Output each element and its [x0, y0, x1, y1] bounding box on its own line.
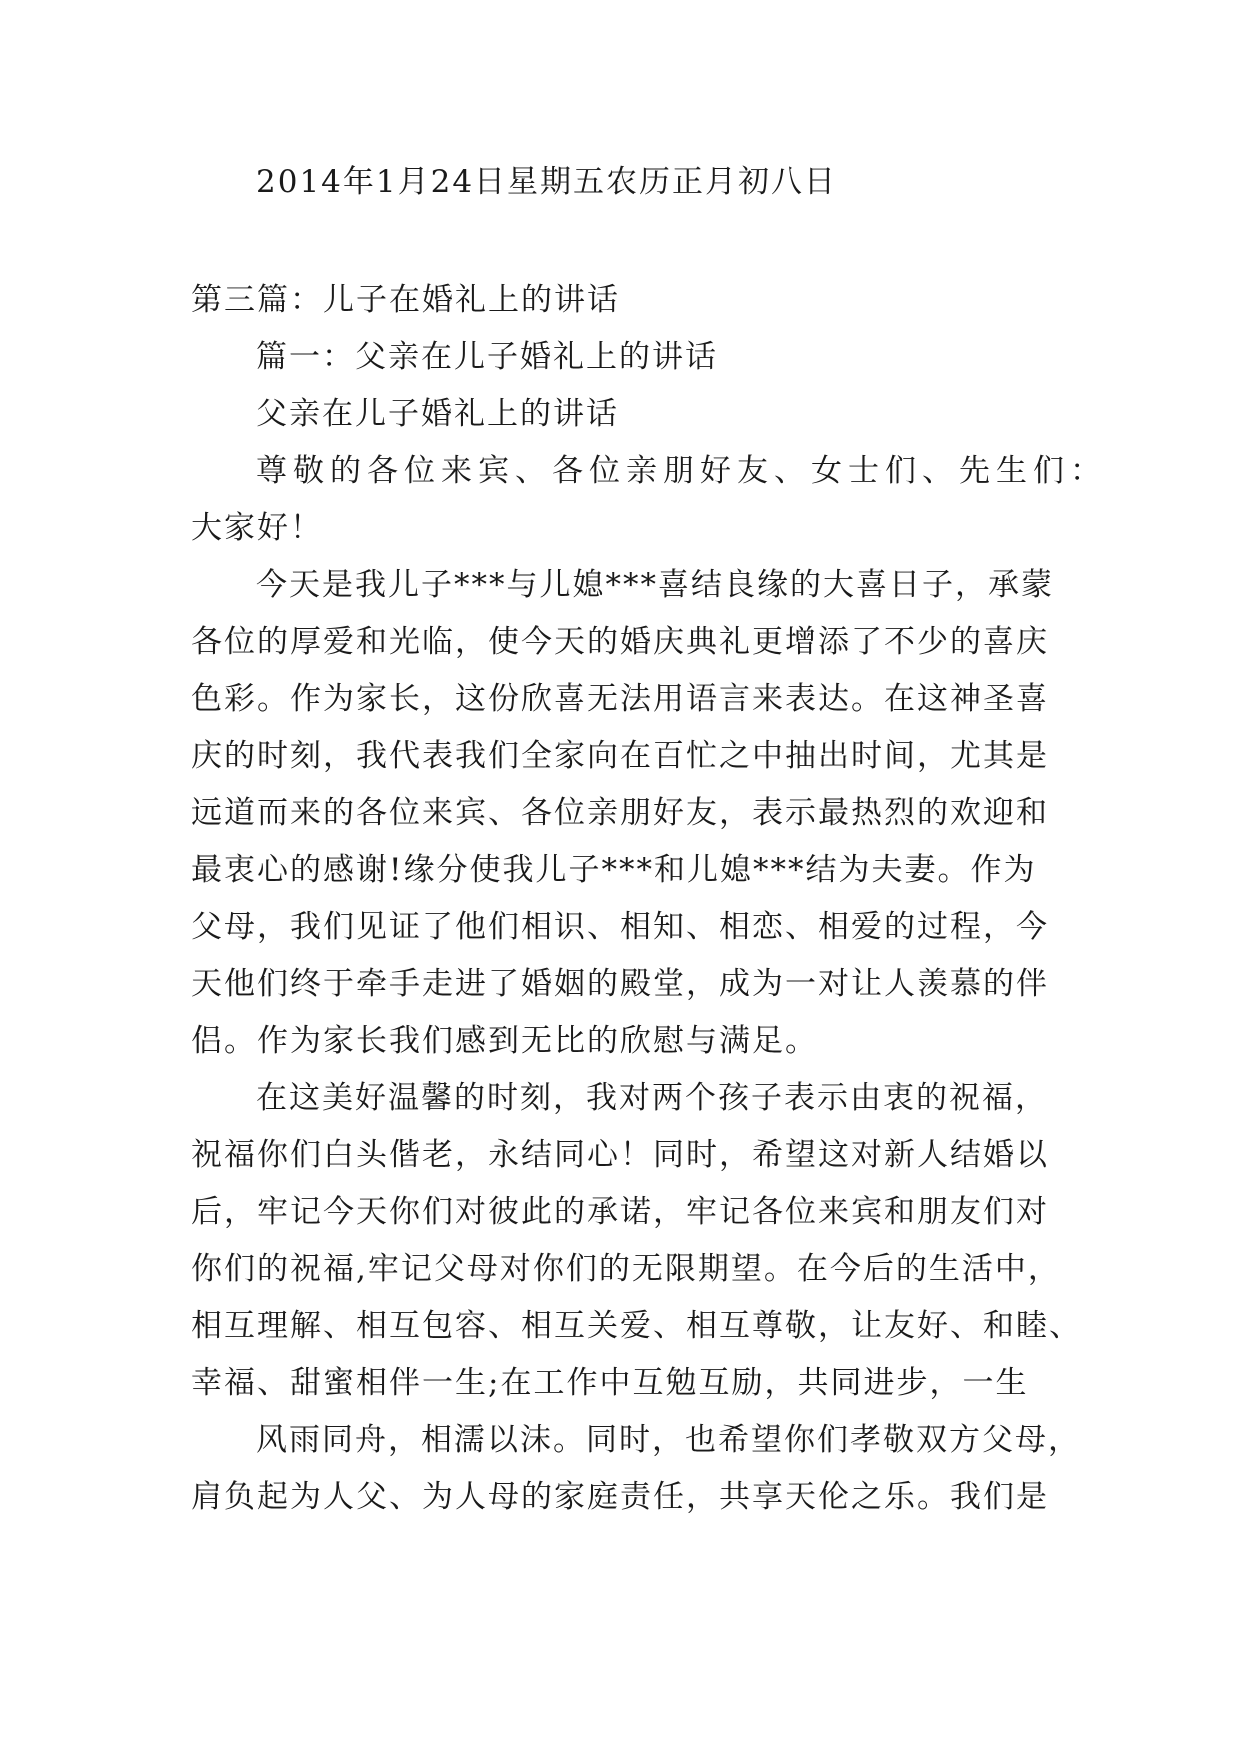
- date-line: 2014年1月24日星期五农历正月初八日: [256, 164, 838, 200]
- paragraph-line: 侣。作为家长我们感到无比的欣慰与满足。: [191, 1023, 818, 1059]
- section-title: 第三篇：儿子在婚礼上的讲话: [191, 282, 620, 318]
- paragraph-line: 风雨同舟，相濡以沫。同时，也希望你们孝敬双方父母，: [256, 1422, 1081, 1458]
- paragraph-line: 祝福你们白头偕老，永结同心！同时，希望这对新人结婚以: [191, 1137, 1049, 1173]
- subtitle-1: 篇一：父亲在儿子婚礼上的讲话: [256, 339, 718, 375]
- paragraph-line: 在这美好温馨的时刻，我对两个孩子表示由衷的祝福，: [256, 1080, 1048, 1116]
- paragraph-line: 最衷心的感谢!缘分使我儿子***和儿媳***结为夫妻。作为: [191, 852, 1037, 888]
- paragraph-line: 后，牢记今天你们对彼此的承诺，牢记各位来宾和朋友们对: [191, 1194, 1049, 1230]
- subtitle-2: 父亲在儿子婚礼上的讲话: [256, 396, 619, 432]
- paragraph-line: 今天是我儿子***与儿媳***喜结良缘的大喜日子，承蒙: [256, 567, 1054, 603]
- paragraph-line: 各位的厚爱和光临，使今天的婚庆典礼更增添了不少的喜庆: [191, 624, 1049, 660]
- paragraph-line: 幸福、甜蜜相伴一生;在工作中互勉互励，共同进步，一生: [191, 1365, 1029, 1401]
- paragraph-line: 庆的时刻，我代表我们全家向在百忙之中抽出时间，尤其是: [191, 738, 1049, 774]
- salutation: 尊敬的各位来宾、各位亲朋好友、女士们、先生们：: [256, 453, 1107, 489]
- greeting: 大家好！: [191, 510, 323, 546]
- paragraph-line: 父母，我们见证了他们相识、相知、相恋、相爱的过程，今: [191, 909, 1049, 945]
- paragraph-line: 相互理解、相互包容、相互关爱、相互尊敬，让友好、和睦、: [191, 1308, 1082, 1344]
- paragraph-line: 天他们终于牵手走进了婚姻的殿堂，成为一对让人羡慕的伴: [191, 966, 1049, 1002]
- paragraph-line: 你们的祝福,牢记父母对你们的无限期望。在今后的生活中，: [191, 1251, 1061, 1287]
- paragraph-line: 肩负起为人父、为人母的家庭责任，共享天伦之乐。我们是: [191, 1479, 1049, 1515]
- paragraph-line: 远道而来的各位来宾、各位亲朋好友，表示最热烈的欢迎和: [191, 795, 1049, 831]
- paragraph-line: 色彩。作为家长，这份欣喜无法用语言来表达。在这神圣喜: [191, 681, 1049, 717]
